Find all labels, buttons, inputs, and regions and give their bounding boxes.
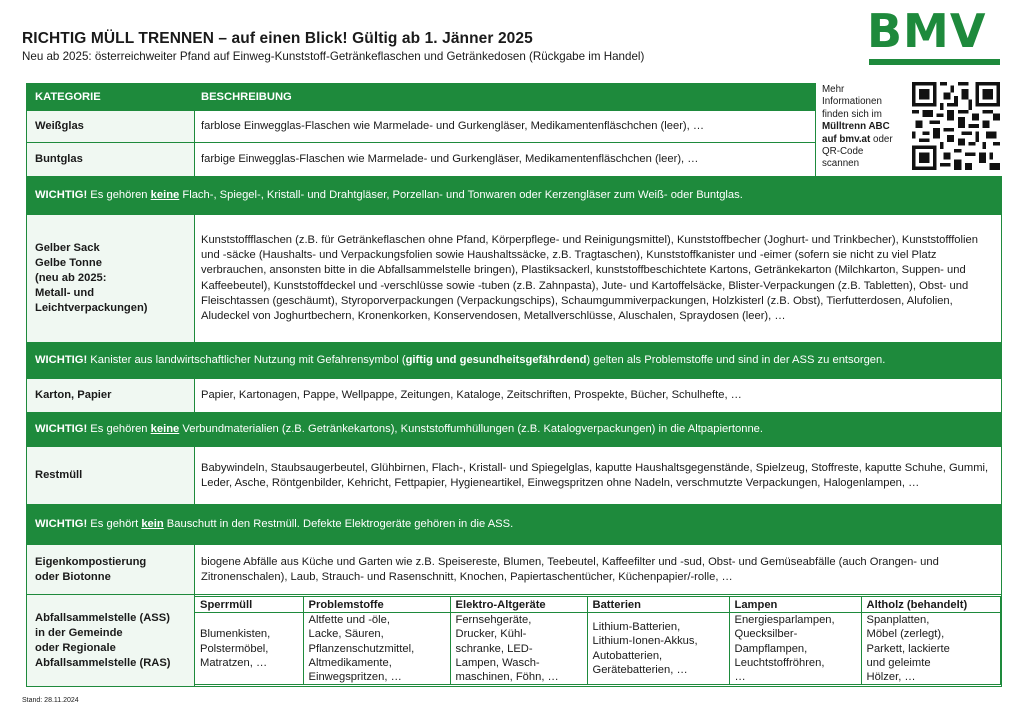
desc-gelber-sack: Kunststoffflaschen (z.B. für Getränkeflaschen ohne Pfand, Körperpflege- und Reinigungsmittel), Kunststoffbecher (Joghurt- und Trinkbecher), Kunststofffolien und -säcke (Haushalts- und Verpackungsfolien sowie Haushaltssäcke, z.B. Tragtaschen), Kunststoffkanister und -eimer (sofern sie nicht zu viel Platz verbrauchen, ansonsten bitte in die Abfallsammelstelle bringen), Plastiksackerl, kunststoffbeschichtete Kartons, Getränkekarton (Milchkarton, Suppen- und Kaffeebeutel), Kunststoffdeckel und -verschlüsse sowie -tuben (z.B. Zahnpasta), Jute- und Kartoffelsäcke, Blister-Verpackungen (z.B. Tabletten), Obst- und Fleischtassen (geschäumt), Styroporverpackungen (Verpackungschips), Schaumgummiverpackungen, Holzkisterl (z.B. Obst), Tierfutterdosen, Alufolien, Aludeckel von Joghurtbechern, Kronenkorken, Konservendosen, Metallverschlüsse, Aluschalen, Spraydosen (leer), …	[195, 215, 1002, 343]
ass-col-elektro: Fernsehgeräte, Drucker, Kühl- schranke, LED- Lampen, Wasch- maschinen, Föhn, …	[450, 613, 587, 685]
desc-weissglas: farblose Einwegglas-Flaschen wie Marmelade- und Gurkengläser, Medikamentenfläschchen (leer), …	[195, 111, 816, 143]
info-line: Mehr	[822, 84, 845, 95]
qr-code-icon[interactable]	[912, 82, 1000, 170]
ass-head-altholz: Altholz (behandelt)	[861, 596, 1001, 612]
category-ass: Abfallsammelstelle (ASS) in der Gemeinde oder Regionale Abfallsammelstelle (RAS)	[27, 595, 195, 687]
header-kategorie: KATEGORIE	[27, 84, 195, 111]
table-row-karton	[27, 379, 1002, 413]
warning-row-bauschutt	[27, 505, 1002, 545]
warning-glas: WICHTIG! Es gehören keine Flach-, Spiegel-, Kristall- und Drahtgläser, Porzellan- und Tonwaren oder Kerzengläser zum Weiß- oder Buntglas.	[27, 177, 1002, 215]
category-restmuell: Restmüll	[27, 447, 195, 505]
ass-head-batterien: Batterien	[587, 596, 729, 612]
info-link-abc[interactable]: Mülltrenn ABC	[822, 121, 890, 133]
info-line: QR-Code	[822, 146, 864, 158]
table-row-ass	[27, 595, 1002, 687]
category-table-top	[26, 83, 816, 177]
ass-col-sperrmuell: Blumenkisten, Polstermöbel, Matratzen, …	[195, 613, 303, 685]
table-row-weissglas	[27, 111, 816, 143]
category-table	[26, 176, 1002, 687]
warning-row-kanister	[27, 343, 1002, 379]
info-line: finden sich im	[822, 108, 882, 120]
ass-col-lampen: Energiesparlampen, Quecksilber- Dampflampen, Leuchtstoffröhren, …	[729, 613, 861, 685]
category-buntglas: Buntglas	[27, 143, 195, 177]
desc-buntglas: farbige Einwegglas-Flaschen wie Marmelade- und Gurkengläser, Medikamentenfläschchen (leer), …	[195, 143, 816, 177]
desc-bio: biogene Abfälle aus Küche und Garten wie z.B. Speisereste, Blumen, Teebeutel, Kaffeefilter und -sud, Obst- und Gemüseabfälle (auch Orangen- und Zitronenschalen), Laub, Strauch- und Rasenschnitt, Knochen, Papiertaschentücher, Küchenpapier/-rolle, …	[195, 545, 1002, 595]
table-header	[27, 84, 816, 111]
stand-date: Stand: 28.11.2024	[22, 697, 79, 704]
info-link-bmv[interactable]: auf bmv.at	[822, 133, 871, 145]
ass-head-elektro: Elektro-Altgeräte	[450, 596, 587, 612]
ass-col-problemstoffe: Altfette und -öle, Lacke, Säuren, Pflanzenschutzmittel, Altmedikamente, Einwegspritzen, …	[303, 613, 450, 685]
ass-subtable-body	[195, 613, 1001, 685]
warning-papier: WICHTIG! Es gehören keine Verbundmaterialien (z.B. Getränkekartons), Kunststoffumhüllungen (z.B. Katalogverpackungen) in die Altpapiertonne.	[27, 413, 1002, 447]
info-text	[822, 84, 910, 171]
ass-subtable-header	[195, 596, 1001, 612]
ass-subtable	[195, 596, 1001, 685]
warning-row-papier	[27, 413, 1002, 447]
category-karton: Karton, Papier	[27, 379, 195, 413]
desc-karton: Papier, Kartonagen, Pappe, Wellpappe, Zeitungen, Kataloge, Zeitschriften, Prospekte, Bücher, Schulhefte, …	[195, 379, 1002, 413]
category-gelber-sack: Gelber Sack Gelbe Tonne (neu ab 2025: Metall- und Leichtverpackungen)	[27, 215, 195, 343]
category-weissglas: Weißglas	[27, 111, 195, 143]
table-row-buntglas	[27, 143, 816, 177]
table-row-restmuell	[27, 447, 1002, 505]
table-row-bio	[27, 545, 1002, 595]
category-bio: Eigenkompostierung oder Biotonne	[27, 545, 195, 595]
ass-col-altholz: Spanplatten, Möbel (zerlegt), Parkett, lackierte und geleimte Hölzer, …	[861, 613, 1001, 685]
bmv-logo: BMV	[867, 4, 987, 58]
ass-subtable-cell	[195, 595, 1002, 687]
ass-head-lampen: Lampen	[729, 596, 861, 612]
ass-col-batterien: Lithium-Batterien, Lithium-Ionen-Akkus, Autobatterien, Gerätebatterien, …	[587, 613, 729, 685]
info-line: oder	[870, 133, 893, 145]
desc-restmuell: Babywindeln, Staubsaugerbeutel, Glühbirnen, Flach-, Kristall- und Spiegelglas, kaputte Haushaltsgegenstände, Spielzeug, Stoffreste, kaputte Schuhe, Gummi, Leder, Asche, Röntgenbilder, Kehricht, Fettpapier, Hygieneartikel, Einwegspritzen ohne Nadeln, verschmutzte Verpackungen, Halogenlampen, …	[195, 447, 1002, 505]
table-row-gelb	[27, 215, 1002, 343]
page-title: RICHTIG MÜLL TRENNEN – auf einen Blick! Gültig ab 1. Jänner 2025	[22, 30, 533, 47]
logo-underline	[869, 59, 1000, 65]
warning-row-glas	[27, 177, 1002, 215]
warning-bauschutt: WICHTIG! Es gehört kein Bauschutt in den Restmüll. Defekte Elektrogeräte gehören in die ASS.	[27, 505, 1002, 545]
page-subtitle: Neu ab 2025: österreichweiter Pfand auf Einweg-Kunststoff-Getränkeflaschen und Getränkedosen (Rückgabe im Handel)	[22, 50, 645, 63]
ass-head-sperrmuell: Sperrmüll	[195, 596, 303, 612]
info-line: scannen	[822, 158, 860, 170]
info-line: Informationen	[822, 96, 882, 108]
warning-kanister: WICHTIG! Kanister aus landwirtschaftlicher Nutzung mit Gefahrensymbol (giftig und gesundheitsgefährdend) gelten als Problemstoffe und sind in der ASS zu entsorgen.	[27, 343, 1002, 379]
header-beschreibung: BESCHREIBUNG	[195, 84, 816, 111]
ass-head-problemstoffe: Problemstoffe	[303, 596, 450, 612]
